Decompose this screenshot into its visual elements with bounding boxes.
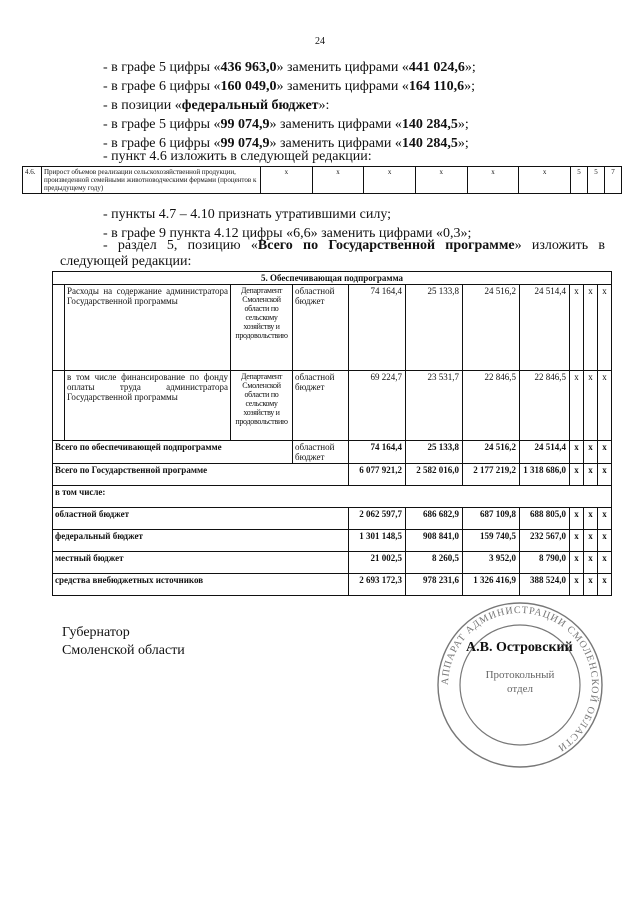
value: 69 224,7 (349, 371, 406, 441)
cell: х (598, 508, 612, 530)
position-line-2: Смоленской области (62, 643, 185, 658)
value: 687 109,8 (463, 508, 520, 530)
value: 2 062 597,7 (349, 508, 406, 530)
cell: х (598, 574, 612, 596)
row-name: Всего по Государственной программе (53, 464, 349, 486)
value: 2 177 219,2 (463, 464, 520, 486)
cell: х (584, 441, 598, 464)
value: 978 231,6 (406, 574, 463, 596)
value: 24 514,4 (520, 441, 570, 464)
value: 22 846,5 (463, 371, 520, 441)
value: 24 516,2 (463, 441, 520, 464)
value: 1 301 148,5 (349, 530, 406, 552)
cell: х (584, 508, 598, 530)
value: 159 740,5 (463, 530, 520, 552)
funding-source: областной бюджет (293, 371, 349, 441)
cell: х (598, 552, 612, 574)
row-name: в том числе: (53, 486, 612, 508)
cell: х (570, 441, 584, 464)
cell: х (570, 285, 584, 371)
value: 2 693 172,3 (349, 574, 406, 596)
cell: х (312, 167, 364, 194)
intro-line-3: - в позиции «федеральный бюджет»: (103, 98, 330, 113)
value: 25 133,8 (406, 285, 463, 371)
cell: х (415, 167, 467, 194)
value: 74 164,4 (349, 441, 406, 464)
value: 688 805,0 (520, 508, 570, 530)
table-row (53, 574, 612, 596)
after-line-2: - в графе 9 пункта 4.12 цифры «6,6» заменить цифрами «0,3»; (103, 226, 472, 241)
page-number: 24 (315, 36, 325, 47)
row-name: Расходы на содержание администратора Государственной программы (65, 285, 231, 371)
value: 23 531,7 (406, 371, 463, 441)
intro-line-1: - в графе 5 цифры «436 963,0» заменить цифрами «441 024,6»; (103, 60, 476, 75)
value: 6 077 921,2 (349, 464, 406, 486)
table-row (53, 486, 612, 508)
cell: х (598, 285, 612, 371)
cell: х (584, 574, 598, 596)
value: 21 002,5 (349, 552, 406, 574)
cell: х (584, 371, 598, 441)
value: 908 841,0 (406, 530, 463, 552)
cell: х (584, 464, 598, 486)
row-name: местный бюджет (53, 552, 349, 574)
row-name: средства внебюджетных источников (53, 574, 349, 596)
value: 3 952,0 (463, 552, 520, 574)
section-title: 5. Обеспечивающая подпрограмма (53, 272, 612, 285)
value: 8 260,5 (406, 552, 463, 574)
intro-line-4: - в графе 5 цифры «99 074,9» заменить цифрами «140 284,5»; (103, 117, 469, 132)
table-row (53, 441, 612, 464)
value: 686 682,9 (406, 508, 463, 530)
cell: х (598, 371, 612, 441)
stamp-inner-line-2: отдел (507, 683, 533, 695)
value: 74 164,4 (349, 285, 406, 371)
cell: х (598, 441, 612, 464)
item-number: 4.6. (23, 167, 42, 194)
cell: х (519, 167, 571, 194)
value: 232 567,0 (520, 530, 570, 552)
table-row (53, 508, 612, 530)
value: 1 318 686,0 (520, 464, 570, 486)
cell: х (584, 530, 598, 552)
table-row (53, 371, 612, 441)
signature-position (62, 624, 185, 660)
table-row (53, 285, 612, 371)
cell: 5 (571, 167, 588, 194)
row-name: Всего по обеспечивающей подпрограмме (53, 441, 293, 464)
intro-line-5: - в графе 6 цифры «99 074,9» заменить цифрами «140 284,5»; (103, 136, 469, 151)
stamp-inner-line-1: Протокольный (485, 669, 555, 681)
funding-source: областной бюджет (293, 285, 349, 371)
after-line-1: - пункты 4.7 – 4.10 признать утратившими силу; (103, 207, 392, 222)
value: 1 326 416,9 (463, 574, 520, 596)
table-row (53, 272, 612, 285)
table-item-4-6 (22, 166, 622, 194)
main-table (52, 271, 612, 596)
cell: х (584, 552, 598, 574)
row-name: федеральный бюджет (53, 530, 349, 552)
cell: х (467, 167, 519, 194)
official-stamp (420, 600, 620, 770)
cell: х (570, 508, 584, 530)
stamp-ring-text: АППАРАТ АДМИНИСТРАЦИИ СМОЛЕНСКОЙ ОБЛАСТИ (439, 604, 601, 754)
intro-line-6: - пункт 4.6 изложить в следующей редакции: (103, 149, 372, 164)
funding-source: областной бюджет (293, 441, 349, 464)
row-name: в том числе финансирование по фонду оплаты труда администратора Государственной программы (65, 371, 231, 441)
cell: х (584, 285, 598, 371)
section-5-paragraph: - раздел 5, позицию «Всего по Государственной программе» изложить в следующей редакции: (60, 238, 605, 269)
table-row (53, 530, 612, 552)
value: 24 516,2 (463, 285, 520, 371)
department: Департамент Смоленской области по сельскому хозяйству и продовольствию (231, 371, 293, 441)
cell: х (570, 530, 584, 552)
cell: х (570, 574, 584, 596)
cell: х (364, 167, 416, 194)
value: 22 846,5 (520, 371, 570, 441)
cell: х (570, 464, 584, 486)
department: Департамент Смоленской области по сельскому хозяйству и продовольствию (231, 285, 293, 371)
cell: х (570, 552, 584, 574)
cell: х (570, 371, 584, 441)
cell: х (598, 464, 612, 486)
intro-line-2: - в графе 6 цифры «160 049,0» заменить цифрами «164 110,6»; (103, 79, 476, 94)
row-name: областной бюджет (53, 508, 349, 530)
value: 2 582 016,0 (406, 464, 463, 486)
value: 8 790,0 (520, 552, 570, 574)
value: 388 524,0 (520, 574, 570, 596)
position-line-1: Губернатор (62, 625, 130, 640)
table-row (53, 552, 612, 574)
table-row (53, 464, 612, 486)
signatory-name: А.В. Островский (466, 640, 573, 655)
item-text: Прирост объемов реализации сельскохозяйственной продукции, произведенной семейными животноводческими фермами (процентов к предыдущему году) (42, 167, 261, 194)
cell: 7 (605, 167, 622, 194)
value: 24 514,4 (520, 285, 570, 371)
cell: х (261, 167, 313, 194)
value: 25 133,8 (406, 441, 463, 464)
table-row (23, 167, 622, 194)
cell: х (598, 530, 612, 552)
cell: 5 (588, 167, 605, 194)
